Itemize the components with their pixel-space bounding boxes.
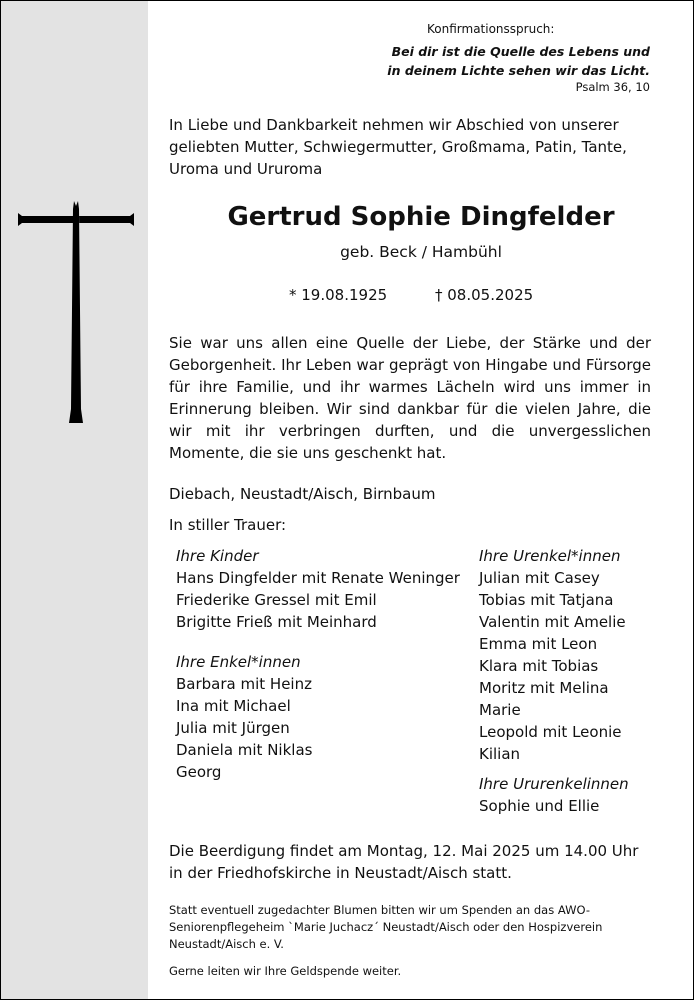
group-heading: Ihre Ururenkelinnen bbox=[479, 775, 629, 793]
tribute-text: Sie war uns allen eine Quelle der Liebe, der Stärke und der Geborgenheit. Ihr Leben war geprägt von Hingabe und Fürsorge für ihre Familie, und ihr warmes Lächeln wird uns immer in Erinnerung bleiben. Wir sind dankbar für die vielen Jahre, die wir mit ihr verbringen durften, und die unvergesslichen Momente, die sie uns geschenkt hat. bbox=[169, 334, 651, 462]
born-name: geb. Beck / Hambühl bbox=[340, 243, 502, 261]
list-item: Brigitte Frieß mit Meinhard bbox=[176, 613, 377, 631]
list-item: Friederike Gressel mit Emil bbox=[176, 591, 377, 609]
verse-line: in deinem Lichte sehen wir das Licht. bbox=[387, 63, 650, 78]
list-item: Georg bbox=[176, 763, 222, 781]
deceased-name: Gertrud Sophie Dingfelder bbox=[227, 202, 615, 232]
group-heading: Ihre Kinder bbox=[176, 547, 259, 565]
mourners-right-column bbox=[479, 545, 629, 817]
group-heading: Ihre Urenkel*innen bbox=[479, 547, 621, 565]
confirmation-verse bbox=[350, 42, 650, 80]
donation-note: Statt eventuell zugedachter Blumen bitten wir um Spenden an das AWO-Seniorenpflegeheim `Marie Juchacz´ Neustadt/Aisch oder den Hospizverein Neustadt/Aisch e. V. bbox=[169, 903, 603, 951]
list-item: Sophie und Ellie bbox=[479, 797, 600, 815]
list-item: Klara mit Tobias bbox=[479, 657, 599, 675]
list-item: Moritz mit Melina bbox=[479, 679, 609, 697]
birth-date: * 19.08.1925 bbox=[289, 286, 388, 304]
mourning-label: In stiller Trauer: bbox=[169, 516, 287, 534]
list-item: Barbara mit Heinz bbox=[176, 675, 312, 693]
confirmation-heading: Konfirmationsspruch: bbox=[427, 22, 555, 36]
intro-text: In Liebe und Dankbarkeit nehmen wir Abschied von unserer geliebten Mutter, Schwiegermutter, Großmama, Patin, Tante, Uroma und Ururoma bbox=[169, 116, 627, 178]
list-item: Daniela mit Niklas bbox=[176, 741, 313, 759]
list-item: Valentin mit Amelie bbox=[479, 613, 626, 631]
list-item: Julia mit Jürgen bbox=[176, 719, 290, 737]
list-item: Marie bbox=[479, 701, 521, 719]
list-item: Hans Dingfelder mit Renate Weninger bbox=[176, 569, 460, 587]
death-date: † 08.05.2025 bbox=[435, 286, 534, 304]
closing-note: Gerne leiten wir Ihre Geldspende weiter. bbox=[169, 964, 402, 978]
mourners-left-column bbox=[176, 545, 460, 783]
funeral-info: Die Beerdigung findet am Montag, 12. Mai 2025 um 14.00 Uhr in der Friedhofskirche in Neustadt/Aisch statt. bbox=[169, 842, 639, 882]
list-item: Emma mit Leon bbox=[479, 635, 598, 653]
verse-reference: Psalm 36, 10 bbox=[575, 80, 650, 94]
places: Diebach, Neustadt/Aisch, Birnbaum bbox=[169, 485, 436, 503]
group-heading: Ihre Enkel*innen bbox=[176, 653, 301, 671]
list-item: Tobias mit Tatjana bbox=[479, 591, 614, 609]
list-item: Ina mit Michael bbox=[176, 697, 291, 715]
verse-line: Bei dir ist die Quelle des Lebens und bbox=[391, 44, 650, 59]
list-item: Julian mit Casey bbox=[479, 569, 600, 587]
list-item: Kilian bbox=[479, 745, 521, 763]
list-item: Leopold mit Leonie bbox=[479, 723, 622, 741]
